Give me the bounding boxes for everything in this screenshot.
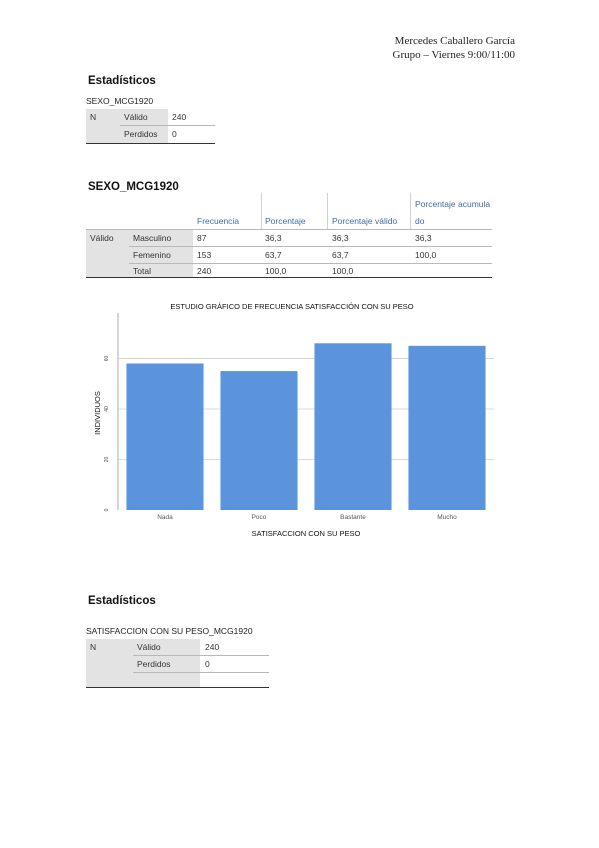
freq-row-rule <box>129 263 492 264</box>
chart-ylabel: INDIVIDUOS <box>93 391 102 435</box>
chart-y-tick-label: 60 <box>104 355 110 362</box>
freq-header-porcentaje: Porcentaje <box>265 216 306 226</box>
freq-cell: 153 <box>197 250 212 260</box>
freq-row-rule <box>129 246 492 247</box>
freq-cell: 36,3 <box>415 233 432 243</box>
chart-x-tick-label: Nada <box>157 514 173 521</box>
freq-group-label: Válido <box>90 233 114 243</box>
stats2-variable: SATISFACCION CON SU PESO_MCG1920 <box>86 626 253 636</box>
freq-cell: 36,3 <box>332 233 349 243</box>
freq-header-porcentaje-valido: Porcentaje válido <box>332 216 398 226</box>
stats2-title: Estadísticos <box>88 595 156 607</box>
stats2-bottom-rule <box>86 687 269 688</box>
freq-header-porcentaje-acumulado: Porcentaje acumulado <box>415 199 491 226</box>
freq-col-divider <box>327 193 328 230</box>
chart-y-tick-label: 40 <box>104 406 110 412</box>
freq-bottom-rule <box>86 277 492 278</box>
freq-cell: 63,7 <box>332 250 349 260</box>
stats1-title: Estadísticos <box>88 75 156 87</box>
bar-chart <box>70 295 510 545</box>
freq-header-frecuencia: Frecuencia <box>197 216 240 226</box>
stats2-divider <box>133 672 269 673</box>
stats2-valid-label: Válido <box>137 642 161 652</box>
chart-x-tick-label: Bastante <box>340 514 366 521</box>
chart-y-tick-label: 0 <box>104 508 110 512</box>
freq-row-label: Masculino <box>133 233 172 243</box>
chart-x-tick-label: Poco <box>251 514 267 521</box>
freq-col-divider <box>261 193 262 230</box>
stats2-lost-label: Perdidos <box>137 659 171 669</box>
chart-bar <box>126 364 203 510</box>
chart-title: ESTUDIO GRÁFICO DE FRECUENCIA SATISFACCIÓN CON SU PESO <box>170 302 414 311</box>
freq-cell: 240 <box>197 266 212 276</box>
stats1-lost-label: Perdidos <box>124 129 158 139</box>
freq-cell: 100,0 <box>332 266 354 276</box>
freq-cell: 87 <box>197 233 207 243</box>
freq-cell: 36,3 <box>265 233 282 243</box>
chart-x-tick-label: Mucho <box>437 514 457 521</box>
freq-cell: 63,7 <box>265 250 282 260</box>
stats1-valid-value: 240 <box>172 112 187 122</box>
freq-cell: 100,0 <box>415 250 437 260</box>
chart-xlabel: SATISFACCION CON SU PESO <box>251 529 361 538</box>
freq-title: SEXO_MCG1920 <box>88 181 179 193</box>
freq-cell: 100,0 <box>265 266 287 276</box>
freq-row-label: Total <box>133 266 151 276</box>
chart-bar <box>314 343 391 510</box>
chart-bar <box>408 346 485 510</box>
stats2-lost-value: 0 <box>205 659 210 669</box>
page-header <box>393 34 515 62</box>
author-name: Mercedes Caballero García <box>394 35 515 47</box>
stats1-lost-value: 0 <box>172 129 177 139</box>
stats1-n-label: N <box>90 112 97 122</box>
stats2-n-label: N <box>90 642 97 652</box>
group-schedule: Grupo – Viernes 9:00/11:00 <box>392 49 515 61</box>
stats1-variable: SEXO_MCG1920 <box>86 96 154 106</box>
freq-col-divider <box>410 193 411 230</box>
stats2-valid-value: 240 <box>205 642 220 652</box>
stats1-valid-label: Válido <box>124 112 148 122</box>
chart-bar <box>220 371 297 510</box>
chart-y-tick-label: 20 <box>104 456 110 463</box>
freq-row-label: Femenino <box>133 250 171 260</box>
stats1-bottom-rule <box>86 143 215 144</box>
